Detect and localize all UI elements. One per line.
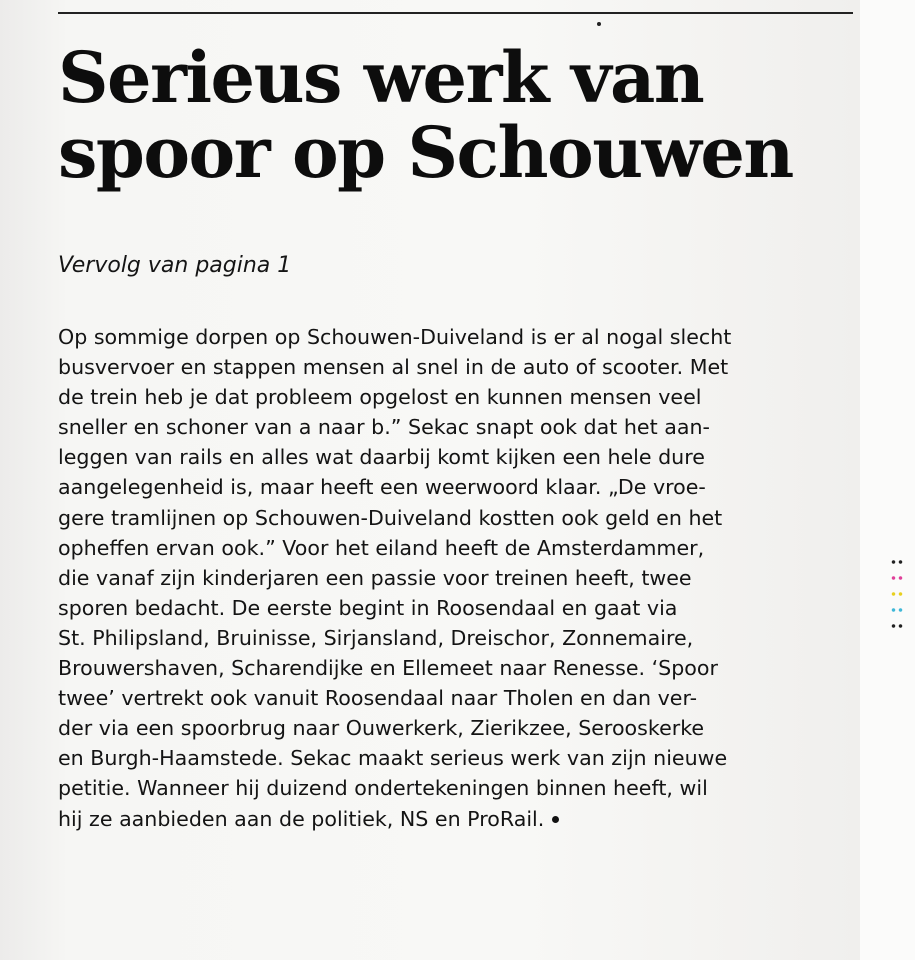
headline-line-2: spoor op Schouwen [58,111,793,194]
top-rule-divider [58,12,853,14]
registration-mark-black [890,560,904,564]
body-line: petitie. Wanneer hij duizend ondertekeningen binnen heeft, wil [58,776,708,801]
body-line: sneller en schoner van a naar b.” Sekac snapt ook dat het aan- [58,415,710,440]
body-line-last [58,804,848,834]
body-line-text: hij ze aanbieden aan de politiek, NS en ProRail. [58,806,545,831]
body-line: gere tramlijnen op Schouwen-Duiveland kostten ook geld en het [58,505,723,530]
print-dot [597,22,601,26]
body-line: Op sommige dorpen op Schouwen-Duiveland is er al nogal slecht [58,325,732,349]
body-line: Brouwershaven, Scharendijke en Ellemeet naar Renesse. ‘Spoor [58,656,718,681]
body-line: en Burgh-Haamstede. Sekac maakt serieus werk van zijn nieuwe [58,746,728,771]
body-line: twee’ vertrekt ook vanuit Roosendaal naar Tholen en dan ver- [58,686,698,711]
body-line: busvervoer en stappen mensen al snel in de auto of scooter. Met [58,355,729,380]
end-of-article-bullet-icon [552,816,559,823]
registration-marks [890,560,904,640]
registration-mark-cyan [890,608,904,612]
body-line: sporen bedacht. De eerste begint in Roosendaal en gaat via [58,595,678,620]
body-line: leggen van rails en alles wat daarbij komt kijken een hele dure [58,445,705,470]
continuation-kicker: Vervolg van pagina 1 [58,253,292,278]
body-line: aangelegenheid is, maar heeft een weerwoord klaar. „De vroe- [58,475,706,500]
registration-mark-yellow [890,592,904,596]
body-line: opheffen ervan ook.” Voor het eiland heeft de Amsterdammer, [58,535,705,560]
body-line: der via een spoorbrug naar Ouwerkerk, Zierikzee, Serooskerke [58,716,705,741]
article-headline [58,36,858,194]
body-line: de trein heb je dat probleem opgelost en kunnen mensen veel [58,385,702,410]
registration-mark-black-2 [890,624,904,628]
headline-line-1: Serieus werk van [58,36,704,119]
body-line: die vanaf zijn kinderjaren een passie voor treinen heeft, twee [58,565,692,590]
registration-mark-magenta [890,576,904,580]
article-body [58,322,848,834]
page-margin [860,0,915,960]
body-line: St. Philipsland, Bruinisse, Sirjansland, Dreischor, Zonnemaire, [58,625,694,650]
